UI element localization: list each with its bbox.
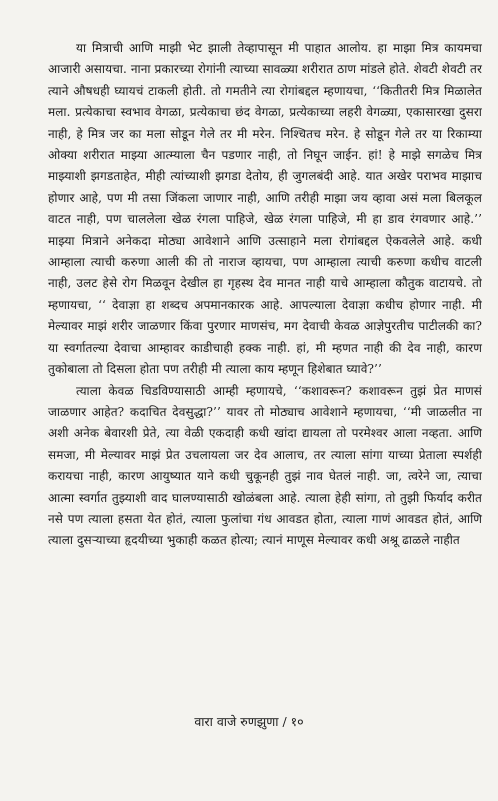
page-footer: वारा वाजे रुणझुणा / १० <box>194 714 304 729</box>
paragraph-2: त्याला केवळ चिडविण्यासाठी आम्ही म्हणायचे, ‘‘कशावरून? कशावरून तुझं प्रेत माणसं जाळणार आहेत? कदाचित देवसुद्धा?’’ यावर तो मोठ्याच आवेशाने म्हणायचा, ‘‘मी जाळलीत ना अशी अनेक बेवारशी प्रेते, त्या वेळी एकदाही कधी खांदा द्यायला तो परमेश्वर आला नव्हता. आणि समजा, मी मेल्यावर माझं प्रेत उचलायला जर देव आलाच, तर त्याला सांगा याच्या प्रेताला स्पर्शही करायचा नाही, कारण आयुष्यात याने कधी चुकूनही तुझं नाव घेतलं नाही. जा, त्वरेने जा, त्याचा आत्मा स्वर्गात तुझ्याशी वाद घालण्यासाठी खोळंबला आहे. त्याला हेही सांगा, तो तुझी फिर्याद करीत नसे पण त्याला हसता येत होतं, त्याला फुलांचा गंध आवडत होता, त्याला गाणं आवडत होतं, आणि त्याला दुसऱ्याच्या हृदयीच्या भुकाही कळत होत्या; त्यानं माणूस मेल्यावर कधी अश्रू ढाळले नाहीत <box>48 383 482 548</box>
page-body <box>48 38 482 552</box>
paragraph-1: या मित्राची आणि माझी भेट झाली तेव्हापासून मी पाहात आलोय. हा माझा मित्र कायमचा आजारी असायचा. नाना प्रकारच्या रोगांनी त्याच्या सावळ्या शरीरात ठाण मांडले होते. शेवटी शेवटी तर त्याने औषधही घ्यायचं टाकली होती. तो गमतीने त्या रोगांबद्दल म्हणायचा, ‘‘कितीतरी मित्र मिळालेत मला. प्रत्येकाचा स्वभाव वेगळा, प्रत्येकाचा छंद वेगळा, प्रत्येकाच्या लहरी वेगळ्या, एकासारखा दुसरा नाही, हे मित्र जर का मला सोडून गेले तर मी मरेन. निश्चितच मरेन. हे सोडून गेले तर या रिकाम्या ओक्या शरीरात माझ्या आत्म्याला चैन पडणार नाही, तो निघून जाईन. हां! हे माझे सगळेच मित्र माझ्याशी झगडताहेत, मीही त्यांच्याशी झगडा देतोय, ही जुगलबंदी आहे. यात अखेर पराभव माझाच होणार आहे, पण मी तसा जिंकला जाणार नाही, आणि तरीही माझा जय व्हावा असं मला बिलकूल वाटत नाही, पण चाललेला खेळ रंगला पाहिजे, खेळ रंगला पाहिजे, मी हा डाव रंगवणार आहे.’’ माझ्या मित्राने अनेकदा मोठ्या आवेशाने आणि उत्साहाने मला रोगांबद्दल ऐकवलेले आहे. कधी आम्हाला त्याची करुणा आली की तो नाराज व्हायचा, पण आम्हाला त्याची करुणा कधीच वाटली नाही, उलट हेसे रोग मिळवून देखील हा गृहस्थ देव मानत नाही याचे आम्हाला कौतुक वाटायचे. तो म्हणायचा, ‘‘ देवाज्ञा हा शब्दच अपमानकारक आहे. आपल्याला देवाज्ञा कधीच होणार नाही. मी मेल्यावर माझं शरीर जाळणार किंवा पुरणार माणसंच, मग देवाची केवळ आज्ञेपुरतीच पाटीलकी का? या स्वर्गातल्या देवाचा आम्हावर काडीचाही हक्क नाही. हां, मी म्हणत नाही की देव नाही, कारण तुकोबाला तो दिसला होता पण तरीही मी त्याला काय म्हणून हिशेबात घ्यावे?’’ <box>48 41 482 377</box>
